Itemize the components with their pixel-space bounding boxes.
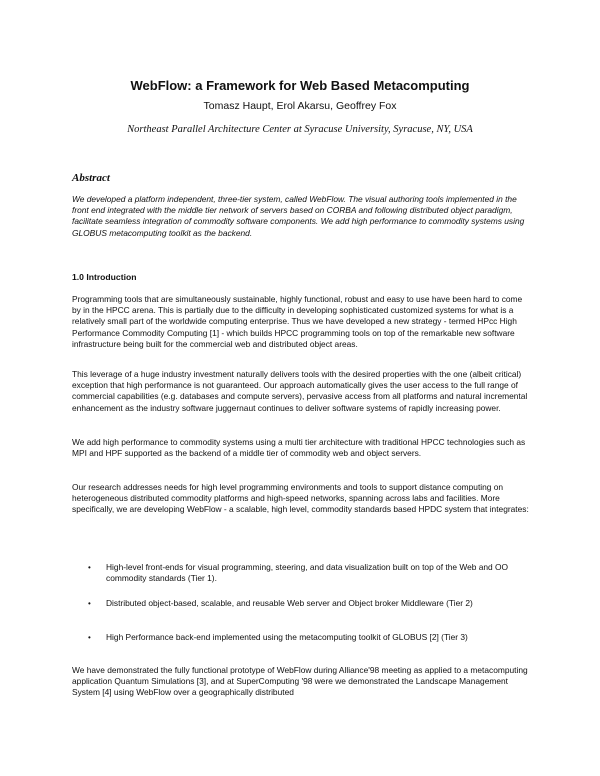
- paper-affiliation: Northeast Parallel Architecture Center at Syracuse University, Syracuse, NY, USA: [127, 124, 473, 135]
- paper-authors: Tomasz Haupt, Erol Akarsu, Geoffrey Fox: [203, 100, 397, 112]
- paper-title: WebFlow: a Framework for Web Based Metacomputing: [130, 78, 470, 93]
- section-heading: 1.0 Introduction: [72, 272, 137, 282]
- bullet-text: High Performance back-end implemented using the metacomputing toolkit of GLOBUS [2] (Tier 3): [106, 632, 468, 642]
- bullet-text: High-level front-ends for visual programming, steering, and data visualization built on top of the Web and OO commodity standards (Tier 1).: [106, 562, 509, 584]
- paragraph-3: We add high performance to commodity systems using a multi tier architecture with traditional HPCC technologies such as MPI and HPF supported as the backend of a middle tier of commodity web and object servers.: [72, 437, 526, 459]
- bullet-text: Distributed object-based, scalable, and reusable Web server and Object broker Middleware (Tier 2): [106, 598, 473, 608]
- bullet-icon: •: [88, 563, 91, 572]
- paragraph-2: This leverage of a huge industry investment naturally delivers tools with the desired properties with the one (albeit critical) exception that high performance is not guaranteed. Our approach automatically gives the user access to the full range of commercial capabilities (e.g. databases and compute servers), pervasive access from all platforms and natural incremental enhancement as the industry software juggernaut continues to deliver software systems of rapidly increasing power.: [72, 369, 528, 413]
- paragraph-4: Our research addresses needs for high level programming environments and tools to support distance computing on heterogeneous distributed commodity platforms and high-speed networks, spanning across labs and facilities. More specifically, we are developing WebFlow - a scalable, high level, commodity standards based HPDC system that integrates:: [72, 482, 529, 515]
- bullet-icon: •: [88, 633, 91, 642]
- abstract-body: We developed a platform independent, three-tier system, called WebFlow. The visual authoring tools implemented in the front end integrated with the middle tier network of servers based on CORBA and following distributed object paradigm, facilitate seamless integration of commodity software components. We add high performance to commodity systems using GLOBUS metacomputing toolkit as the backend.: [72, 194, 525, 238]
- bullet-icon: •: [88, 599, 91, 608]
- abstract-heading: Abstract: [72, 172, 110, 184]
- closing-paragraph: We have demonstrated the fully functional prototype of WebFlow during Alliance'98 meeting as applied to a metacomputing application Quantum Simulations [3], and at SuperComputing '98 were we demonstrated the Landscape Management System [4] using WebFlow over a geographically distributed: [72, 665, 528, 698]
- paragraph-1: Programming tools that are simultaneously sustainable, highly functional, robust and easy to use have been hard to come by in the HPCC arena. This is partially due to the difficulty in developing sophisticated customized systems for what is a relatively small part of the worldwide computing enterprise. Thus we have developed a new strategy - termed HPcc High Performance Commodity Computing [1] - which builds HPCC programming tools on top of the remarkable new software infrastructure being built for the commercial web and distributed object areas.: [72, 294, 523, 349]
